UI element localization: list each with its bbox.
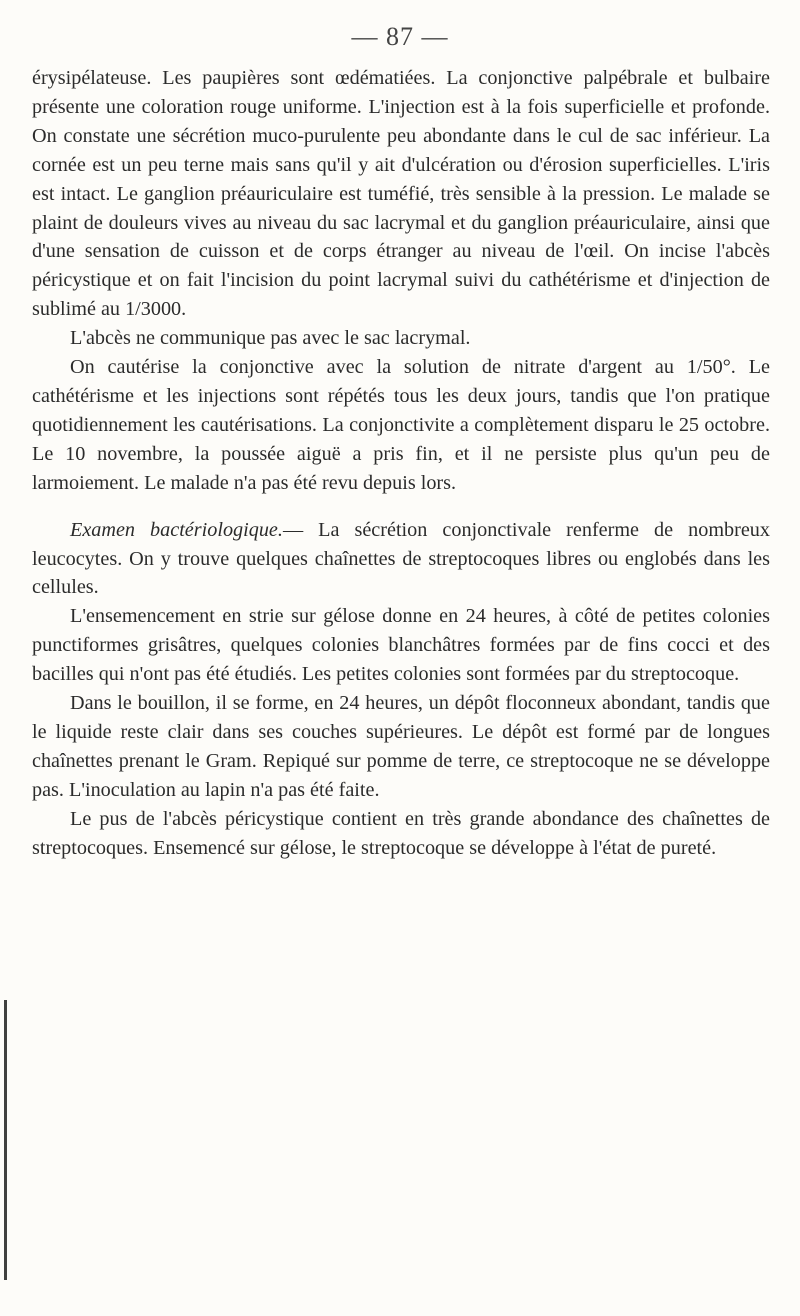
paragraph: L'ensemencement en strie sur gélose donne en 24 heures, à côté de petites colonies punctiformes grisâtres, quelques colonies blanchâtres formées par de fins cocci et des bacilles qui n'ont pas été étudiés. Les petites colonies sont formées par du streptocoque. [32,605,770,686]
paragraph: Le pus de l'abcès péricystique contient en très grande abondance des chaînettes de streptocoques. Ensemencé sur gélose, le streptocoque se développe à l'état de pureté. [32,807,770,859]
paragraph: L'abcès ne communique pas avec le sac lacrymal. [70,327,471,350]
paragraph-text: — La sécrétion conjonctivale renferme de nombreux leucocytes. On y trouve quelques chaînettes de streptocoques libres ou englobés dans les cellules. [32,518,770,599]
section-heading: Examen bactériologique. [70,518,283,541]
body-text [32,64,770,862]
paragraph: érysipélateuse. Les paupières sont œdématiées. La conjonctive palpébrale et bulbaire présente une coloration rouge uniforme. L'injection est à la fois superficielle et profonde. On constate une sécrétion muco-purulente peu abondante dans le cul de sac inférieur. La cornée est un peu terne mais sans qu'il y ait d'ulcération ou d'érosion superficielles. L'iris est intact. Le ganglion préauriculaire est tuméfié, très sensible à la pression. Le malade se plaint de douleurs vives au niveau du sac lacrymal et du ganglion préauriculaire, ainsi que d'une sensation de cuisson et de corps étranger au niveau de l'œil. On incise l'abcès péricystique et on fait l'incision du point lacrymal suivi du cathétérisme et d'injection de sublimé au 1/3000. [32,67,770,321]
paragraph-bacteriology [32,516,770,603]
paragraph: Dans le bouillon, il se forme, en 24 heures, un dépôt floconneux abondant, tandis que le liquide reste clair dans ses couches supérieures. Le dépôt est formé par de longues chaînettes prenant le Gram. Repiqué sur pomme de terre, ce streptocoque ne se développe pas. L'inoculation au lapin n'a pas été faite. [32,692,770,801]
scan-margin-edge [4,1000,7,1280]
paragraph: On cautérise la conjonctive avec la solution de nitrate d'argent au 1/50°. Le cathétérisme et les injections sont répétés tous les deux jours, tandis que l'on pratique quotidiennement les cautérisations. La conjonctivite a complètement disparu le 25 octobre. Le 10 novembre, la poussée aiguë a pris fin, et il ne persiste plus qu'un peu de larmoiement. Le malade n'a pas été revu depuis lors. [32,356,770,494]
page-number: — 87 — [351,22,449,51]
